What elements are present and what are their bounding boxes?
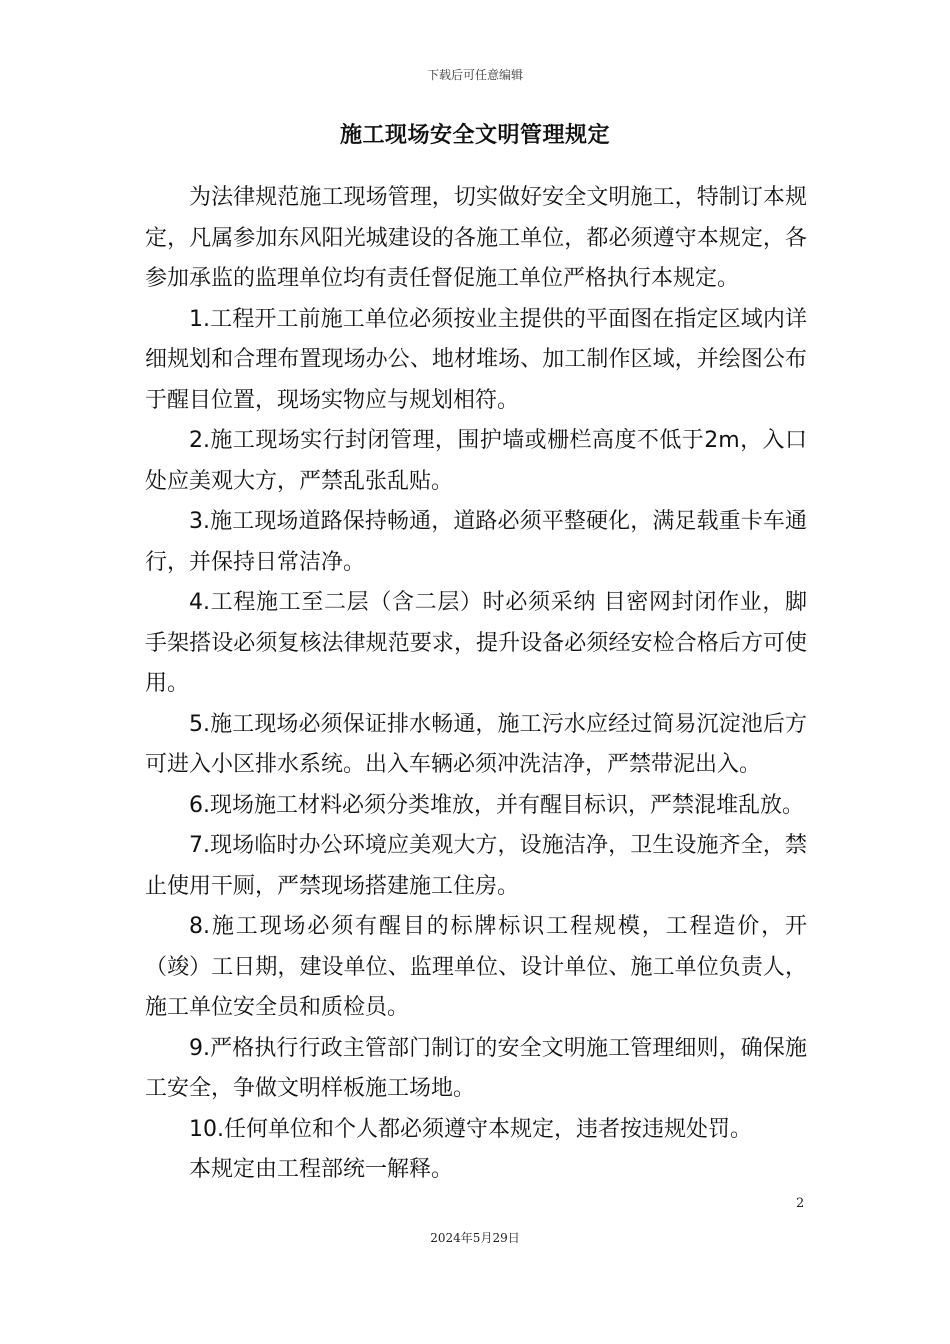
page-number: 2 bbox=[796, 1196, 805, 1211]
document-body bbox=[145, 178, 807, 1191]
rule-item-1: 1.工程开工前施工单位必须按业主提供的平面图在指定区域内详细规划和合理布置现场办公、地材堆场、加工制作区域，并绘图公布于醒目位置，现场实物应与规划相符。 bbox=[145, 306, 807, 413]
intro-paragraph: 为法律规范施工现场管理，切实做好安全文明施工，特制订本规定，凡属参加东风阳光城建设的各施工单位，都必须遵守本规定，各参加承监的监理单位均有责任督促施工单位严格执行本规定。 bbox=[145, 185, 807, 291]
rule-item-10: 10.任何单位和个人都必须遵守本规定，违者按违规处罚。 bbox=[189, 1116, 752, 1142]
rule-item-3: 3.施工现场道路保持畅通，道路必须平整硬化，满足载重卡车通行，并保持日常洁净。 bbox=[145, 509, 807, 575]
rule-item-9: 9.严格执行行政主管部门制订的安全文明施工管理细则，确保施工安全，争做文明样板施工场地。 bbox=[145, 1035, 807, 1101]
closing-paragraph: 本规定由工程部统一解释。 bbox=[189, 1157, 454, 1182]
footer-date: 2024年5月29日 bbox=[430, 1231, 520, 1245]
rule-item-7: 7.现场临时办公环境应美观大方，设施洁净，卫生设施齐全，禁止使用干厕，严禁现场搭建施工住房。 bbox=[145, 833, 807, 899]
rule-item-6: 6.现场施工材料必须分类堆放，并有醒目标识，严禁混堆乱放。 bbox=[189, 792, 804, 818]
rule-item-4: 4.工程施工至二层（含二层）时必须采纳 目密网封闭作业，脚手架搭设必须复核法律规范要求，提升设备必须经安检合格后方可使用。 bbox=[145, 590, 807, 696]
rule-item-8: 8.施工现场必须有醒目的标牌标识工程规模，工程造价，开（竣）工日期，建设单位、监理单位、设计单位、施工单位负责人，施工单位安全员和质检员。 bbox=[145, 914, 807, 1020]
document-title: 施工现场安全文明管理规定 bbox=[339, 123, 610, 148]
rule-item-5: 5.施工现场必须保证排水畅通，施工污水应经过简易沉淀池后方可进入小区排水系统。出入车辆必须冲洗洁净，严禁带泥出入。 bbox=[145, 711, 807, 777]
header-note: 下载后可任意编辑 bbox=[426, 68, 523, 82]
rule-item-2: 2.施工现场实行封闭管理，围护墙或栅栏高度不低于2m，入口处应美观大方，严禁乱张乱贴。 bbox=[145, 428, 807, 494]
